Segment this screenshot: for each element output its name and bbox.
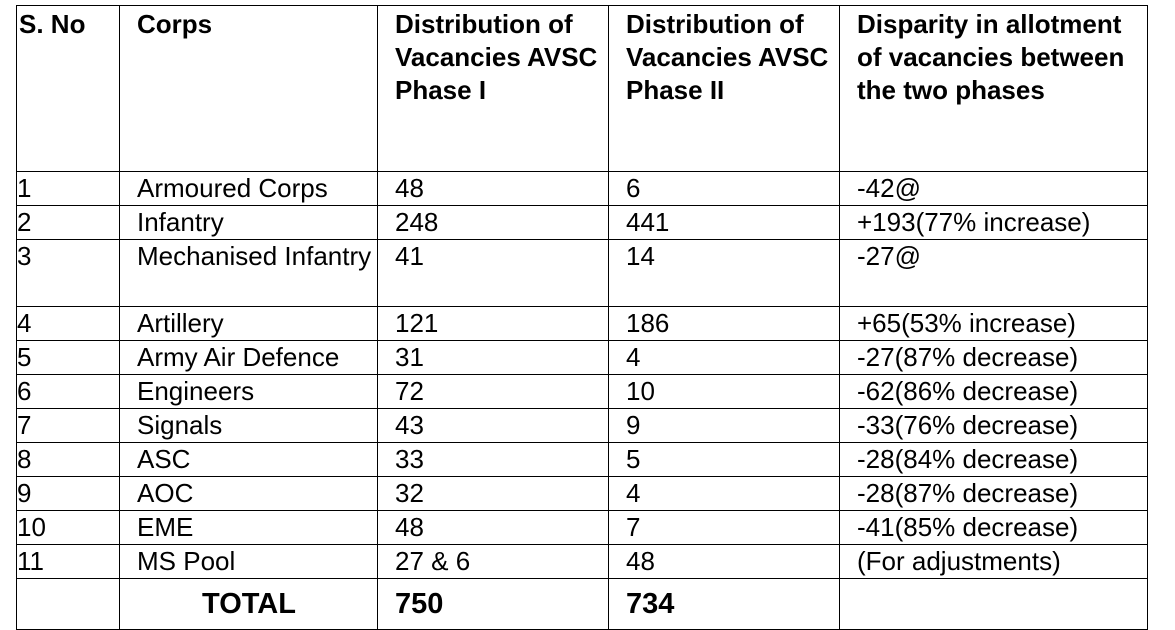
cell-disparity: -27@ [840,240,1148,307]
cell-disparity: -41(85% decrease) [840,511,1148,545]
cell-sno: 11 [17,545,120,579]
cell-sno: 5 [17,341,120,375]
cell-phase2: 441 [609,206,840,240]
cell-sno: 10 [17,511,120,545]
table-row [17,307,1148,341]
cell-sno: 8 [17,443,120,477]
cell-phase2: 14 [609,240,840,307]
cell-phase1: 48 [378,172,609,206]
total-sno-empty [17,579,120,630]
cell-phase2: 186 [609,307,840,341]
cell-disparity: (For adjustments) [840,545,1148,579]
cell-sno: 6 [17,375,120,409]
cell-sno: 4 [17,307,120,341]
cell-sno: 2 [17,206,120,240]
table-row [17,511,1148,545]
cell-corps: Mechanised Infantry [120,240,378,307]
total-disparity-empty [840,579,1148,630]
cell-phase1: 43 [378,409,609,443]
cell-phase1: 32 [378,477,609,511]
cell-phase2: 48 [609,545,840,579]
cell-phase2: 7 [609,511,840,545]
table-row [17,477,1148,511]
table-row [17,409,1148,443]
vacancy-distribution-table [16,5,1148,630]
cell-disparity: -33(76% decrease) [840,409,1148,443]
cell-corps: AOC [120,477,378,511]
cell-phase2: 9 [609,409,840,443]
cell-phase2: 10 [609,375,840,409]
cell-phase1: 41 [378,240,609,307]
cell-phase1: 27 & 6 [378,545,609,579]
cell-corps: Armoured Corps [120,172,378,206]
table-row [17,240,1148,307]
cell-phase1: 121 [378,307,609,341]
cell-phase2: 6 [609,172,840,206]
cell-corps: Infantry [120,206,378,240]
cell-phase2: 4 [609,477,840,511]
cell-corps: Army Air Defence [120,341,378,375]
cell-corps: ASC [120,443,378,477]
table-row [17,341,1148,375]
cell-disparity: +193(77% increase) [840,206,1148,240]
table-row [17,375,1148,409]
total-label: TOTAL [120,579,378,630]
header-phase1: Distribution of Vacancies AVSC Phase I [378,6,609,172]
cell-disparity: -28(84% decrease) [840,443,1148,477]
cell-corps: MS Pool [120,545,378,579]
cell-disparity: -62(86% decrease) [840,375,1148,409]
table-row [17,206,1148,240]
table-row [17,443,1148,477]
cell-corps: Signals [120,409,378,443]
header-row [17,6,1148,172]
cell-disparity: -27(87% decrease) [840,341,1148,375]
cell-sno: 1 [17,172,120,206]
cell-phase1: 72 [378,375,609,409]
cell-phase2: 4 [609,341,840,375]
cell-phase1: 31 [378,341,609,375]
header-disparity: Disparity in allotment of vacancies between the two phases [840,6,1148,172]
header-corps: Corps [120,6,378,172]
total-row [17,579,1148,630]
table-row [17,172,1148,206]
cell-sno: 7 [17,409,120,443]
cell-disparity: -42@ [840,172,1148,206]
cell-disparity: -28(87% decrease) [840,477,1148,511]
cell-sno: 9 [17,477,120,511]
cell-sno: 3 [17,240,120,307]
cell-phase2: 5 [609,443,840,477]
cell-phase1: 33 [378,443,609,477]
cell-phase1: 48 [378,511,609,545]
header-phase2: Distribution of Vacancies AVSC Phase II [609,6,840,172]
cell-corps: Engineers [120,375,378,409]
cell-disparity: +65(53% increase) [840,307,1148,341]
table-row [17,545,1148,579]
total-phase2: 734 [609,579,840,630]
header-sno: S. No [17,6,120,172]
cell-corps: Artillery [120,307,378,341]
cell-phase1: 248 [378,206,609,240]
total-phase1: 750 [378,579,609,630]
cell-corps: EME [120,511,378,545]
